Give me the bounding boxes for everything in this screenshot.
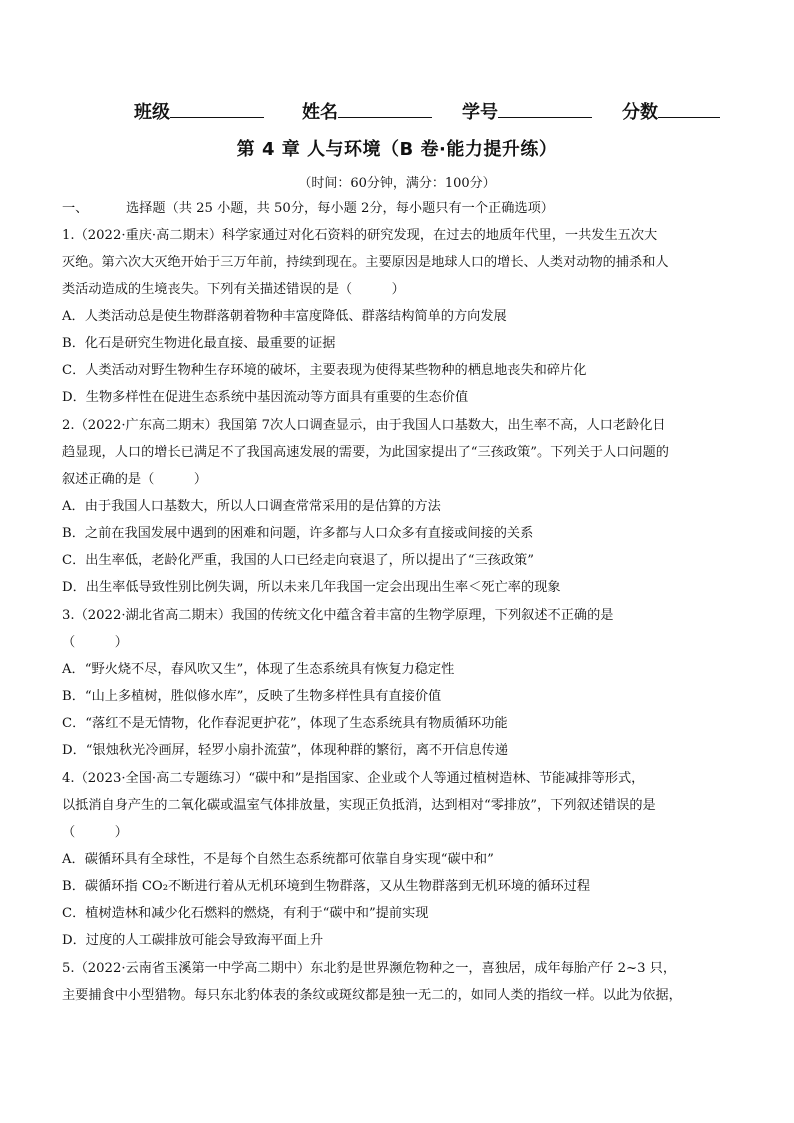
class-blank[interactable] xyxy=(170,97,264,118)
question-3-option-c: C．“落红不是无情物，化作春泥更护花”，体现了生态系统具有物质循环功能 xyxy=(62,716,508,731)
exam-time-info: （时间：60分钟，满分：100分） xyxy=(298,176,496,191)
question-2-line: 趋显现，人口的增长已满足不了我国高速发展的需要，为此国家提出了“三孩政策”。下列关于人口问题的 xyxy=(62,445,669,460)
question-2-line: 叙述正确的是（ ） xyxy=(62,472,208,487)
question-1-option-d: D．生物多样性在促进生态系统中基因流动等方面具有重要的生态价值 xyxy=(62,390,469,405)
question-5-line: 主要捕食中小型猎物。每只东北豹体表的条纹或斑纹都是独一无二的，如同人类的指纹一样。以此为依据， xyxy=(62,988,682,1003)
question-2-option-a: A．由于我国人口基数大，所以人口调查常常采用的是估算的方法 xyxy=(62,499,441,514)
name-field[interactable] xyxy=(302,97,432,124)
question-3-line: 3.（2022·湖北省高二期末）我国的传统文化中蕴含着丰富的生物学原理，下列叙述不正确的是 xyxy=(62,608,614,623)
score-field[interactable] xyxy=(622,97,720,124)
question-4-line: 4.（2023·全国·高二专题练习）“碳中和”是指国家、企业或个人等通过植树造林、节能减排等形式， xyxy=(62,771,645,786)
question-3-line: （ ） xyxy=(62,635,128,650)
name-label: 姓名 xyxy=(302,102,338,123)
question-2-option-b: B．之前在我国发展中遇到的困难和问题，许多都与人口众多有直接或间接的关系 xyxy=(62,526,534,541)
score-blank[interactable] xyxy=(658,97,720,118)
page-title: 第 4 章 人与环境（B 卷·能力提升练） xyxy=(236,139,558,160)
section-number: 一、 xyxy=(62,201,89,216)
question-3-option-b: B．“山上多植树，胜似修水库”，反映了生物多样性具有直接价值 xyxy=(62,689,442,704)
question-1-option-c: C．人类活动对野生物种生存环境的破坏，主要表现为使得某些物种的栖息地丧失和碎片化 xyxy=(62,363,587,378)
question-4-option-b: B．碳循环指 CO₂不断进行着从无机环境到生物群落，又从生物群落到无机环境的循环过程 xyxy=(62,879,591,894)
question-1-line: 类活动造成的生境丧失。下列有关描述错误的是（ ） xyxy=(62,282,405,297)
score-label: 分数 xyxy=(622,102,658,123)
section-text: 选择题（共 25 小题，共 50分，每小题 2分，每小题只有一个正确选项） xyxy=(126,201,554,216)
question-4-line: （ ） xyxy=(62,825,128,840)
question-1-option-b: B．化石是研究生物进化最直接、最重要的证据 xyxy=(62,336,336,351)
question-3-option-d: D．“银烛秋光冷画屏，轻罗小扇扑流萤”，体现种群的繁衍，离不开信息传递 xyxy=(62,743,509,758)
question-2-line: 2.（2022·广东高二期末）我国第 7次人口调查显示，由于我国人口基数大，出生率不高，人口老龄化日 xyxy=(62,418,666,433)
question-1-line: 1.（2022·重庆·高二期末）科学家通过对化石资料的研究发现，在过去的地质年代里，一共发生五次大 xyxy=(62,228,658,243)
question-5-line: 5.（2022·云南省玉溪第一中学高二期中）东北豹是世界濒危物种之一，喜独居，成年每胎产仔 2~3 只， xyxy=(62,961,677,976)
question-4-line: 以抵消自身产生的二氧化碳或温室气体排放量，实现正负抵消，达到相对“零排放”，下列叙述错误的是 xyxy=(62,798,656,813)
class-label: 班级 xyxy=(134,102,170,123)
question-4-option-c: C．植树造林和减少化石燃料的燃烧，有利于“碳中和”提前实现 xyxy=(62,906,429,921)
question-4-option-a: A．碳循环具有全球性，不是每个自然生态系统都可依靠自身实现“碳中和” xyxy=(62,852,494,867)
question-1-option-a: A．人类活动总是使生物群落朝着物种丰富度降低、群落结构简单的方向发展 xyxy=(62,309,507,324)
name-blank[interactable] xyxy=(338,97,432,118)
class-field[interactable] xyxy=(134,97,264,124)
student-id-field[interactable] xyxy=(462,97,592,124)
question-3-option-a: A．“野火烧不尽，春风吹又生”，体现了生态系统具有恢复力稳定性 xyxy=(62,662,455,677)
question-2-option-c: C．出生率低，老龄化严重，我国的人口已经走向衰退了，所以提出了“三孩政策” xyxy=(62,553,534,568)
student-id-label: 学号 xyxy=(462,102,498,123)
question-2-option-d: D．出生率低导致性别比例失调，所以未来几年我国一定会出现出生率＜死亡率的现象 xyxy=(62,580,561,595)
question-1-line: 灭绝。第六次大灭绝开始于三万年前，持续到现在。主要原因是地球人口的增长、人类对动物的捕杀和人 xyxy=(62,255,669,270)
student-info-header xyxy=(134,97,724,123)
question-4-option-d: D．过度的人工碳排放可能会导致海平面上升 xyxy=(62,933,324,948)
section-heading xyxy=(62,200,554,218)
student-id-blank[interactable] xyxy=(498,97,592,118)
